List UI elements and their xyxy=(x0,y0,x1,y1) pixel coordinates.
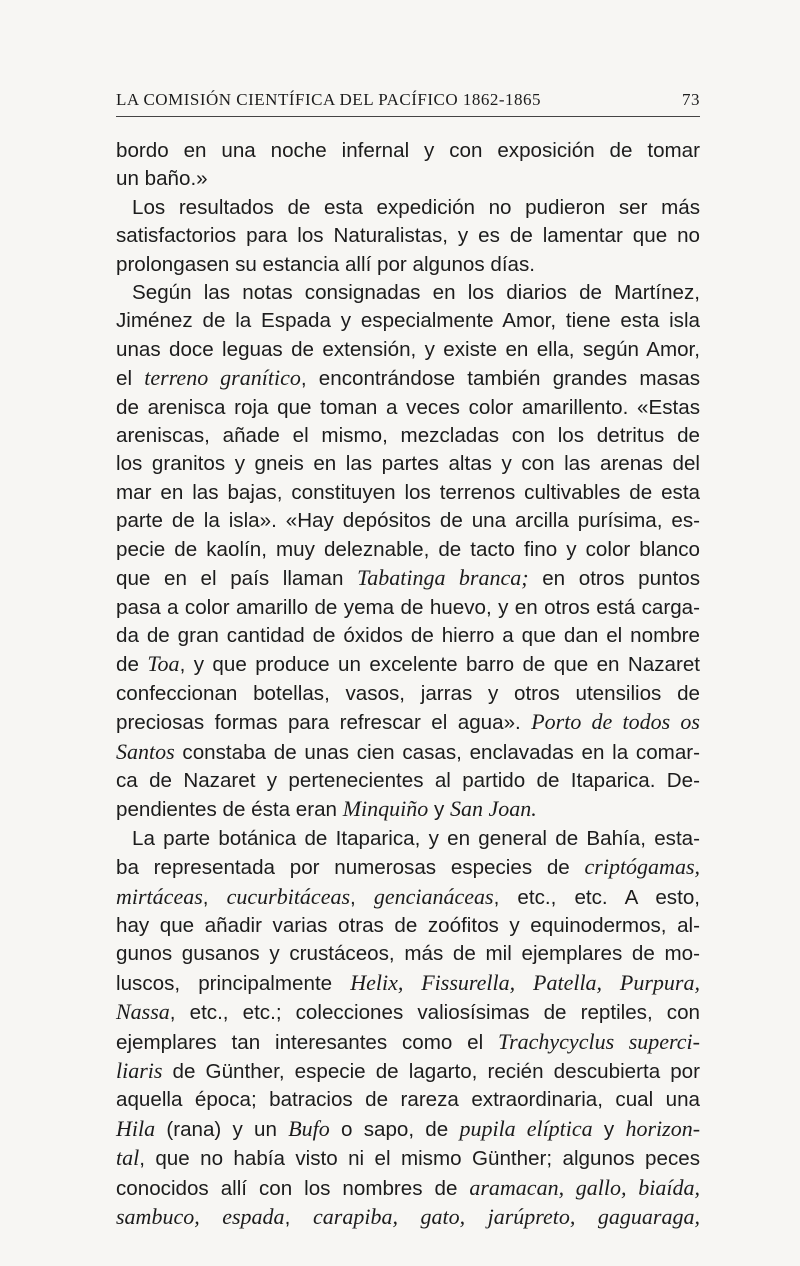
text-segment: areniscas, añade el mismo, mezcladas con los detritus de xyxy=(116,424,700,448)
text-segment: ca de Nazaret y pertenecientes al partido de Itaparica. De- xyxy=(116,768,700,792)
text-segment: un baño.» xyxy=(116,167,208,191)
text-segment: o sapo, de xyxy=(329,1117,460,1141)
text-line xyxy=(116,998,700,1027)
text-segment: de Günther, especie de lagarto, recién descubierta por xyxy=(162,1060,700,1083)
text-segment: , xyxy=(350,885,374,909)
text-line xyxy=(116,708,700,737)
text-line xyxy=(116,650,700,679)
text-line xyxy=(116,364,700,393)
text-line xyxy=(116,594,700,622)
text-segment: conocidos allí con los nombres de xyxy=(116,1176,470,1200)
text-segment: bordo en una noche infernal y con exposición de tomar xyxy=(116,139,700,162)
italic-term: Bufo xyxy=(288,1115,330,1141)
italic-term: cucurbitáceas xyxy=(226,883,351,909)
italic-term: aramacan, gallo, biaída, xyxy=(469,1174,700,1200)
text-line xyxy=(116,969,700,998)
text-line xyxy=(116,137,700,165)
text-line xyxy=(116,1174,700,1203)
body-text xyxy=(116,137,700,1232)
text-line xyxy=(116,940,700,968)
text-segment: los granitos y gneis en las partes altas y con las arenas del xyxy=(116,452,700,476)
text-line xyxy=(116,1057,700,1086)
text-line xyxy=(116,336,700,364)
text-segment: , xyxy=(202,885,227,909)
text-segment: , xyxy=(284,1206,314,1230)
text-line xyxy=(116,251,700,279)
text-segment: preciosas formas para refrescar el agua». xyxy=(116,711,532,735)
text-line xyxy=(116,1115,700,1144)
text-line xyxy=(116,536,700,564)
text-segment: , encontrándose también grandes masas xyxy=(300,367,700,391)
text-segment: confeccionan botellas, vasos, jarras y otros utensilios de xyxy=(116,681,700,705)
italic-term: sambuco, espada xyxy=(116,1204,285,1230)
italic-term: Trachycyclus superci- xyxy=(498,1028,701,1054)
text-line xyxy=(116,394,700,422)
text-segment: constaba de unas cien casas, enclavadas en la comar- xyxy=(174,740,700,764)
text-segment: La parte botánica de Itaparica, y en general de Bahía, esta- xyxy=(132,826,700,850)
italic-term: Hila xyxy=(116,1115,156,1141)
running-header xyxy=(116,90,700,117)
text-segment: hay que añadir varias otras de zoófitos y equinodermos, al- xyxy=(116,913,700,937)
italic-term: Tabatinga branca; xyxy=(357,565,529,591)
text-line xyxy=(116,422,700,450)
running-title: LA COMISIÓN CIENTÍFICA DEL PACÍFICO 1862-1865 xyxy=(116,90,542,109)
text-line xyxy=(116,279,700,307)
italic-term: mirtáceas xyxy=(116,883,203,909)
text-line xyxy=(116,680,700,708)
italic-term: Toa xyxy=(147,651,180,677)
text-line xyxy=(116,912,700,940)
text-segment: mar en las bajas, constituyen los terrenos cultivables de esta xyxy=(116,480,700,504)
text-segment: que en el país llaman xyxy=(116,567,358,591)
text-segment: unas doce leguas de extensión, y existe en ella, según Amor, xyxy=(116,337,700,361)
text-line xyxy=(116,564,700,593)
text-segment: Jiménez de la Espada y especialmente Amor, tiene esta isla xyxy=(116,309,700,333)
text-line xyxy=(116,1144,700,1173)
text-segment: parte de la isla». «Hay depósitos de una arcilla purísima, es- xyxy=(116,509,700,533)
text-line xyxy=(116,1028,700,1057)
italic-term: Porto de todos os xyxy=(531,709,700,735)
text-line xyxy=(116,795,700,824)
text-segment: , que no había visto ni el mismo Günther; algunos peces xyxy=(139,1147,700,1171)
text-segment: en otros puntos xyxy=(528,567,701,591)
italic-term: pupila elíptica xyxy=(459,1115,593,1141)
italic-term: Helix, Fissurella, Patella, Purpura, xyxy=(350,969,700,995)
text-line xyxy=(116,165,700,193)
italic-term: carapiba, gato, jarúpreto, gaguaraga, xyxy=(313,1204,700,1230)
text-segment: aquella época; batracios de rareza extraordinaria, cual una xyxy=(116,1088,700,1112)
italic-term: terreno granítico xyxy=(144,365,301,391)
text-segment: , etc., etc.; colecciones valiosísimas de reptiles, con xyxy=(169,1001,700,1025)
text-line xyxy=(116,194,700,222)
text-line xyxy=(116,450,700,478)
text-line xyxy=(116,738,700,767)
text-line xyxy=(116,825,700,853)
text-segment: pendientes de ésta eran xyxy=(116,798,343,822)
text-line xyxy=(116,767,700,795)
italic-term: San Joan. xyxy=(450,796,537,822)
text-segment: luscos, principalmente xyxy=(116,971,351,995)
text-line xyxy=(116,622,700,650)
text-segment: gunos gusanos y crustáceos, más de mil ejemplares de mo- xyxy=(116,942,700,966)
text-segment: ejemplares tan interesantes como el xyxy=(116,1030,499,1054)
page-number: 73 xyxy=(682,90,700,109)
text-segment: , y que produce un excelente barro de que en Nazaret xyxy=(179,653,701,677)
text-line xyxy=(116,507,700,535)
text-line xyxy=(116,307,700,335)
text-segment: , etc., etc. A esto, xyxy=(493,885,700,909)
text-segment: Según las notas consignadas en los diarios de Martínez, xyxy=(132,281,700,305)
text-segment: el xyxy=(116,367,145,391)
text-segment: Los resultados de esta expedición no pudieron ser más xyxy=(132,195,700,219)
text-segment: satisfactorios para los Naturalistas, y es de lamentar que no xyxy=(116,224,700,248)
text-segment: ba representada por numerosas especies de xyxy=(116,856,585,880)
italic-term: Nassa xyxy=(116,999,170,1025)
text-segment: prolongasen su estancia allí por algunos días. xyxy=(116,252,536,276)
italic-term: criptógamas, xyxy=(584,854,700,880)
text-segment: da de gran cantidad de óxidos de hierro a que dan el nombre xyxy=(116,623,700,647)
italic-term: Minquiño xyxy=(342,796,429,822)
text-segment: de xyxy=(116,653,148,677)
text-line xyxy=(116,883,700,912)
text-segment: de arenisca roja que toman a veces color amarillento. «Estas xyxy=(116,395,700,419)
italic-term: liaris xyxy=(116,1058,163,1083)
text-segment: y xyxy=(592,1117,626,1141)
text-segment: pecie de kaolín, muy deleznable, de tacto fino y color blanco xyxy=(116,537,700,561)
italic-term: gencianáceas xyxy=(373,883,494,909)
text-line xyxy=(116,479,700,507)
text-line xyxy=(116,1086,700,1114)
italic-term: tal xyxy=(116,1145,140,1171)
text-line xyxy=(116,1203,700,1232)
italic-term: Santos xyxy=(116,738,175,764)
text-segment: (rana) y un xyxy=(155,1117,289,1141)
text-line xyxy=(116,222,700,250)
text-segment: pasa a color amarillo de yema de huevo, y en otros está carga- xyxy=(116,595,700,619)
italic-term: horizon- xyxy=(625,1115,701,1141)
text-segment: y xyxy=(428,798,451,822)
text-line xyxy=(116,853,700,882)
